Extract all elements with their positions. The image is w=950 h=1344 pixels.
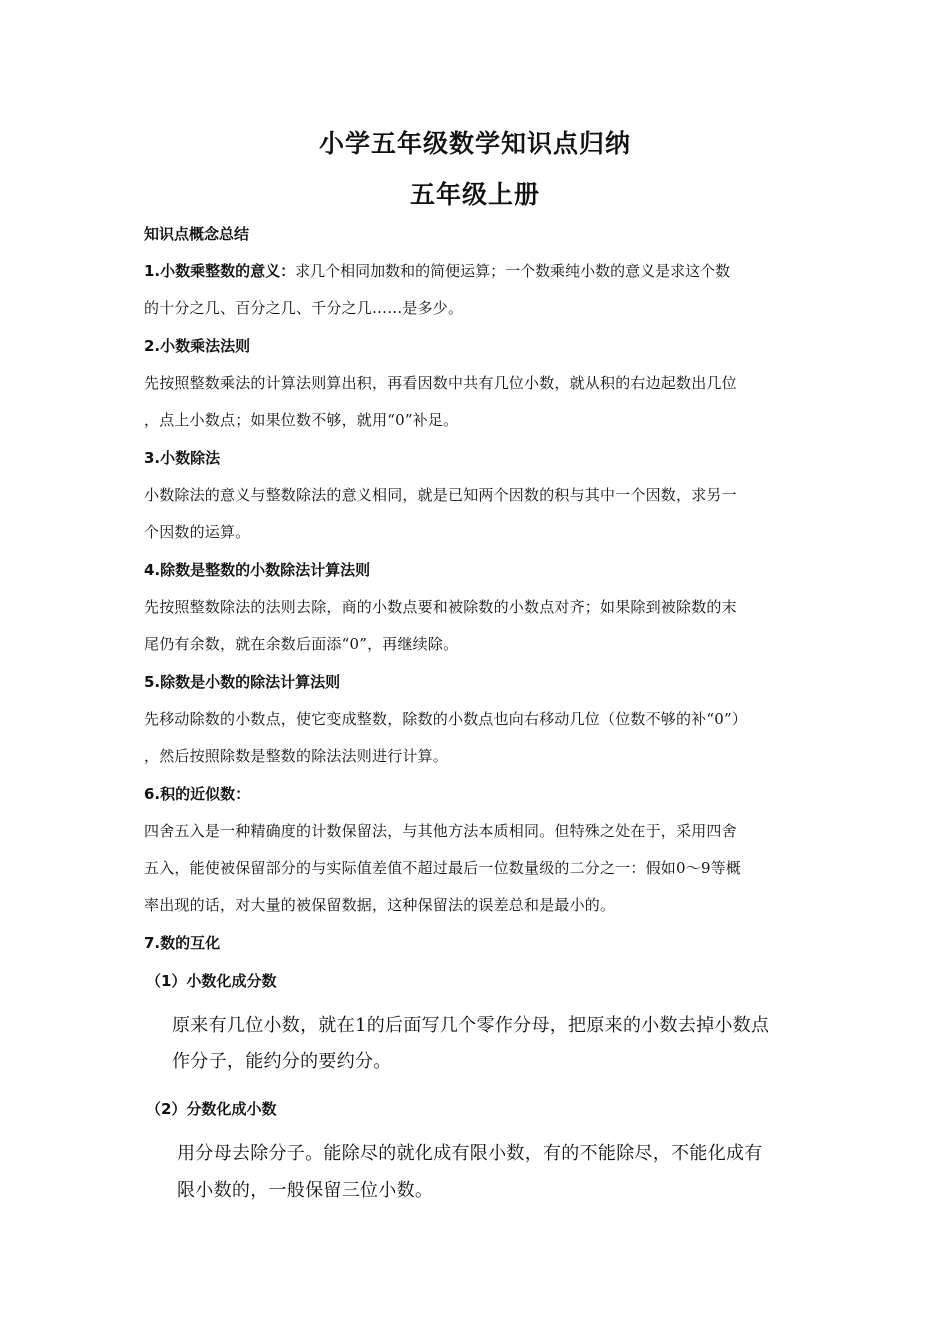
document-subtitle: 五年级上册: [409, 180, 540, 209]
item-4-heading: 4.除数是整数的小数除法计算法则: [144, 561, 371, 579]
item-6-line-1: 四舍五入是一种精确度的计数保留法，与其他方法本质相同。但特殊之处在于，采用四舍: [144, 822, 737, 840]
item-1-line-1: 的十分之几、百分之几、千分之几……是多少。: [144, 299, 464, 317]
item-3-line-2: 个因数的运算。: [144, 523, 251, 541]
item-7-sub-2-line-2: 限小数的，一般保留三位小数。: [177, 1180, 434, 1201]
item-2-heading: 2.小数乘法法则: [144, 337, 251, 355]
item-4-line-2: 尾仍有余数，就在余数后面添“0”，再继续除。: [144, 635, 459, 653]
item-1-heading-line: [144, 261, 804, 281]
item-6-line-3: 率出现的话，对大量的被保留数据，这种保留法的误差总和是最小的。: [144, 896, 616, 914]
item-1-heading-rest: 求几个相同加数和的简便运算；一个数乘纯小数的意义是求这个数: [295, 262, 731, 280]
item-7-sub-1-heading: （1）小数化成分数: [146, 972, 277, 990]
item-5-line-1: 先移动除数的小数点，使它变成整数，除数的小数点也向右移动几位（位数不够的补“0”）: [144, 710, 748, 728]
document-title: 小学五年级数学知识点归纳: [318, 129, 631, 158]
item-2-line-2: ，点上小数点；如果位数不够，就用“0”补足。: [144, 411, 459, 429]
item-1-heading: 1.小数乘整数的意义：: [144, 262, 296, 280]
item-3-line-1: 小数除法的意义与整数除法的意义相同，就是已知两个因数的积与其中一个因数，求另一: [144, 486, 737, 504]
item-7-sub-1-line-1: 原来有几位小数，就在1的后面写几个零作分母，把原来的小数去掉小数点: [172, 1015, 770, 1036]
item-6-line-2: 五入，能使被保留部分的与实际值差值不超过最后一位数量级的二分之一：假如0～9等概: [144, 859, 742, 877]
item-7-sub-1-line-2: 作分子，能约分的要约分。: [172, 1051, 392, 1072]
item-7-heading: 7.数的互化: [144, 934, 221, 952]
item-3-heading: 3.小数除法: [144, 449, 221, 467]
item-5-heading: 5.除数是小数的除法计算法则: [144, 673, 341, 691]
item-7-sub-2-heading: （2）分数化成小数: [146, 1100, 277, 1118]
item-6-heading: 6.积的近似数：: [144, 785, 251, 803]
item-4-line-1: 先按照整数除法的法则去除，商的小数点要和被除数的小数点对齐；如果除到被除数的末: [144, 598, 737, 616]
item-2-line-1: 先按照整数乘法的计算法则算出积，再看因数中共有几位小数，就从积的右边起数出几位: [144, 374, 737, 392]
item-5-line-2: ，然后按照除数是整数的除法法则进行计算。: [144, 747, 449, 765]
item-7-sub-2-line-1: 用分母去除分子。能除尽的就化成有限小数，有的不能除尽，不能化成有: [177, 1143, 763, 1164]
section-heading: 知识点概念总结: [144, 225, 250, 243]
